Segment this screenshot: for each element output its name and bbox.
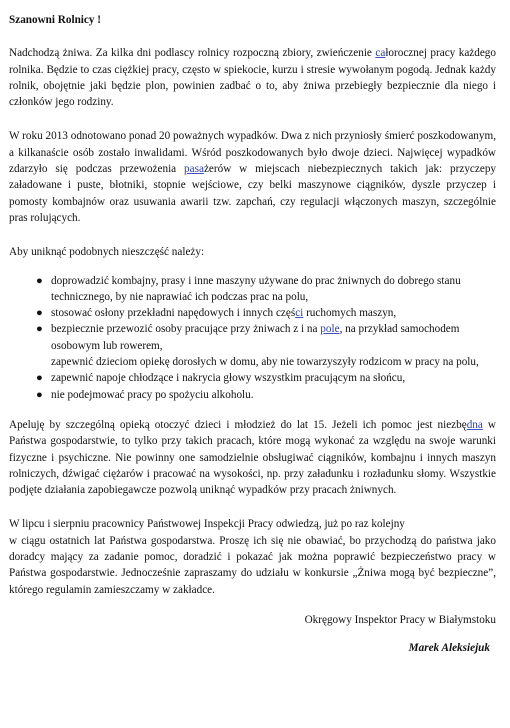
- list-item: [9, 321, 496, 354]
- text: ruchomych maszyn,: [303, 307, 397, 320]
- safety-list: [9, 273, 496, 403]
- text: bezpiecznie przewozić osoby pracujące przy żniwach z i na: [51, 323, 321, 336]
- text: zapewnić napoje chłodzące i nakrycia głowy wszystkim pracującym na słońcu,: [51, 372, 406, 385]
- list-item: [9, 354, 496, 370]
- list-item: [9, 273, 496, 306]
- signature: Marek Aleksiejuk: [408, 642, 490, 655]
- text: nie podejmować pracy po spożyciu alkoholu.: [51, 388, 254, 401]
- text: doprowadzić kombajny, prasy i inne maszyny używane do prac żniwnych do dobrego stanu technicznego, by nie naprawiać ich podczas prac na polu,: [51, 274, 461, 303]
- text: , na przykład samochodem osobowym lub rowerem,: [51, 323, 460, 352]
- text: Apeluję by szczególną opieką otoczyć dzieci i młodzież do lat 15. Jeżeli ich pomoc jest niezbę: [9, 418, 467, 431]
- list-item: [9, 370, 496, 386]
- bullet-icon: ●: [36, 388, 43, 401]
- paragraph-intro: [9, 45, 496, 110]
- text: żerów w miejscach niebezpiecznych takich jak: przyczepy załadowane i puste, błotniki, stopnie wejściowe, czy belki maszynowe ciągników, dyszle przyczep i pomosty kombajnów oraz usuwania awarii tzw. zapchań, czy regulacji włączonych maszyn, szczególnie pras rolujących.: [9, 163, 497, 224]
- spellcheck-underline: dna: [466, 418, 483, 431]
- bullet-icon: ●: [36, 307, 43, 320]
- text: W roku 2013 odnotowano ponad 20 poważnych wypadków. Dwa z nich przyniosły śmierć poszkodowanym, a kilkanaście osób zostało inwalidami. Wśród poszkodowanych było dwoje dzieci. Najwięcej wypadków zdarzyło się podczas przewożenia: [9, 130, 496, 176]
- bullet-icon: ●: [36, 274, 43, 287]
- bullet-icon: ●: [36, 323, 43, 336]
- text: w ciągu ostatnich lat Państwa gospodarstwa. Proszę ich się nie obawiać, bo przychodzą do państwa jako doradcy mający za zadanie pomoc, doradzić i pokazać jak można poprawić bezpieczeństwo pracy w Państwa gospodarstwie. Jednocześnie zapraszamy do udziału w konkursie „Żniwa mogą być bezpieczne”, którego regulamin zamieszczamy w zakładce.: [9, 534, 496, 596]
- text: Nadchodzą żniwa. Za kilka dni podlascy rolnicy rozpoczną zbiory, zwieńczenie: [9, 47, 376, 60]
- text: stosować osłony przekładni napędowych i innych częś: [51, 307, 296, 320]
- text: zapewnić dzieciom opiekę dorosłych w domu, aby nie towarzyszyły rodzicom w pracy na polu,: [51, 356, 479, 369]
- paragraph-inspection: [9, 516, 496, 597]
- text: łorocznej pracy każdego rolnika. Będzie to czas ciężkiej pracy, często w spiekocie, kurzu i stresie wywołanym pogodą. Jednak każdy rolnik, obojętnie jaki będzie plon, powinien zadbać o to, aby żniwa przebiegły bezpiecznie dla niego i członków jego rodziny.: [9, 47, 496, 109]
- signoff: Okręgowy Inspektor Pracy w Białymstoku: [304, 613, 496, 626]
- spellcheck-underline: pasa: [184, 163, 204, 176]
- bullet-icon: ●: [36, 372, 43, 385]
- text-line: W lipcu i sierpniu pracownicy Państwowej Inspekcji Pracy odwiedzą, już po raz kolejny: [9, 518, 405, 531]
- greeting: Szanowni Rolnicy !: [9, 14, 101, 26]
- text: w Państwa gospodarstwie, to tylko przy takich pracach, które mogą wykonać za względu na swoje warunki fizyczne i psychiczne. Nie powinny one samodzielnie obsługiwać ciągników, kombajnu i innych maszyn rolniczych, dźwigać ciężarów i pracować na wysokości, np. przy załadunku i rozładunku słomy. Wszystkie podjęte działania zapobiegawcze pozwolą uniknąć wypadków przy pracach żniwnych.: [9, 418, 496, 497]
- spellcheck-underline: ci: [295, 307, 304, 320]
- paragraph-children: [9, 417, 496, 498]
- paragraph-list-intro: Aby uniknąć podobnych nieszczęść należy:: [9, 246, 205, 259]
- list-item: [9, 305, 496, 321]
- paragraph-statistics: [9, 128, 496, 226]
- spellcheck-underline: ca: [375, 47, 386, 60]
- list-item: [9, 387, 496, 403]
- spellcheck-underline: pole: [320, 323, 340, 336]
